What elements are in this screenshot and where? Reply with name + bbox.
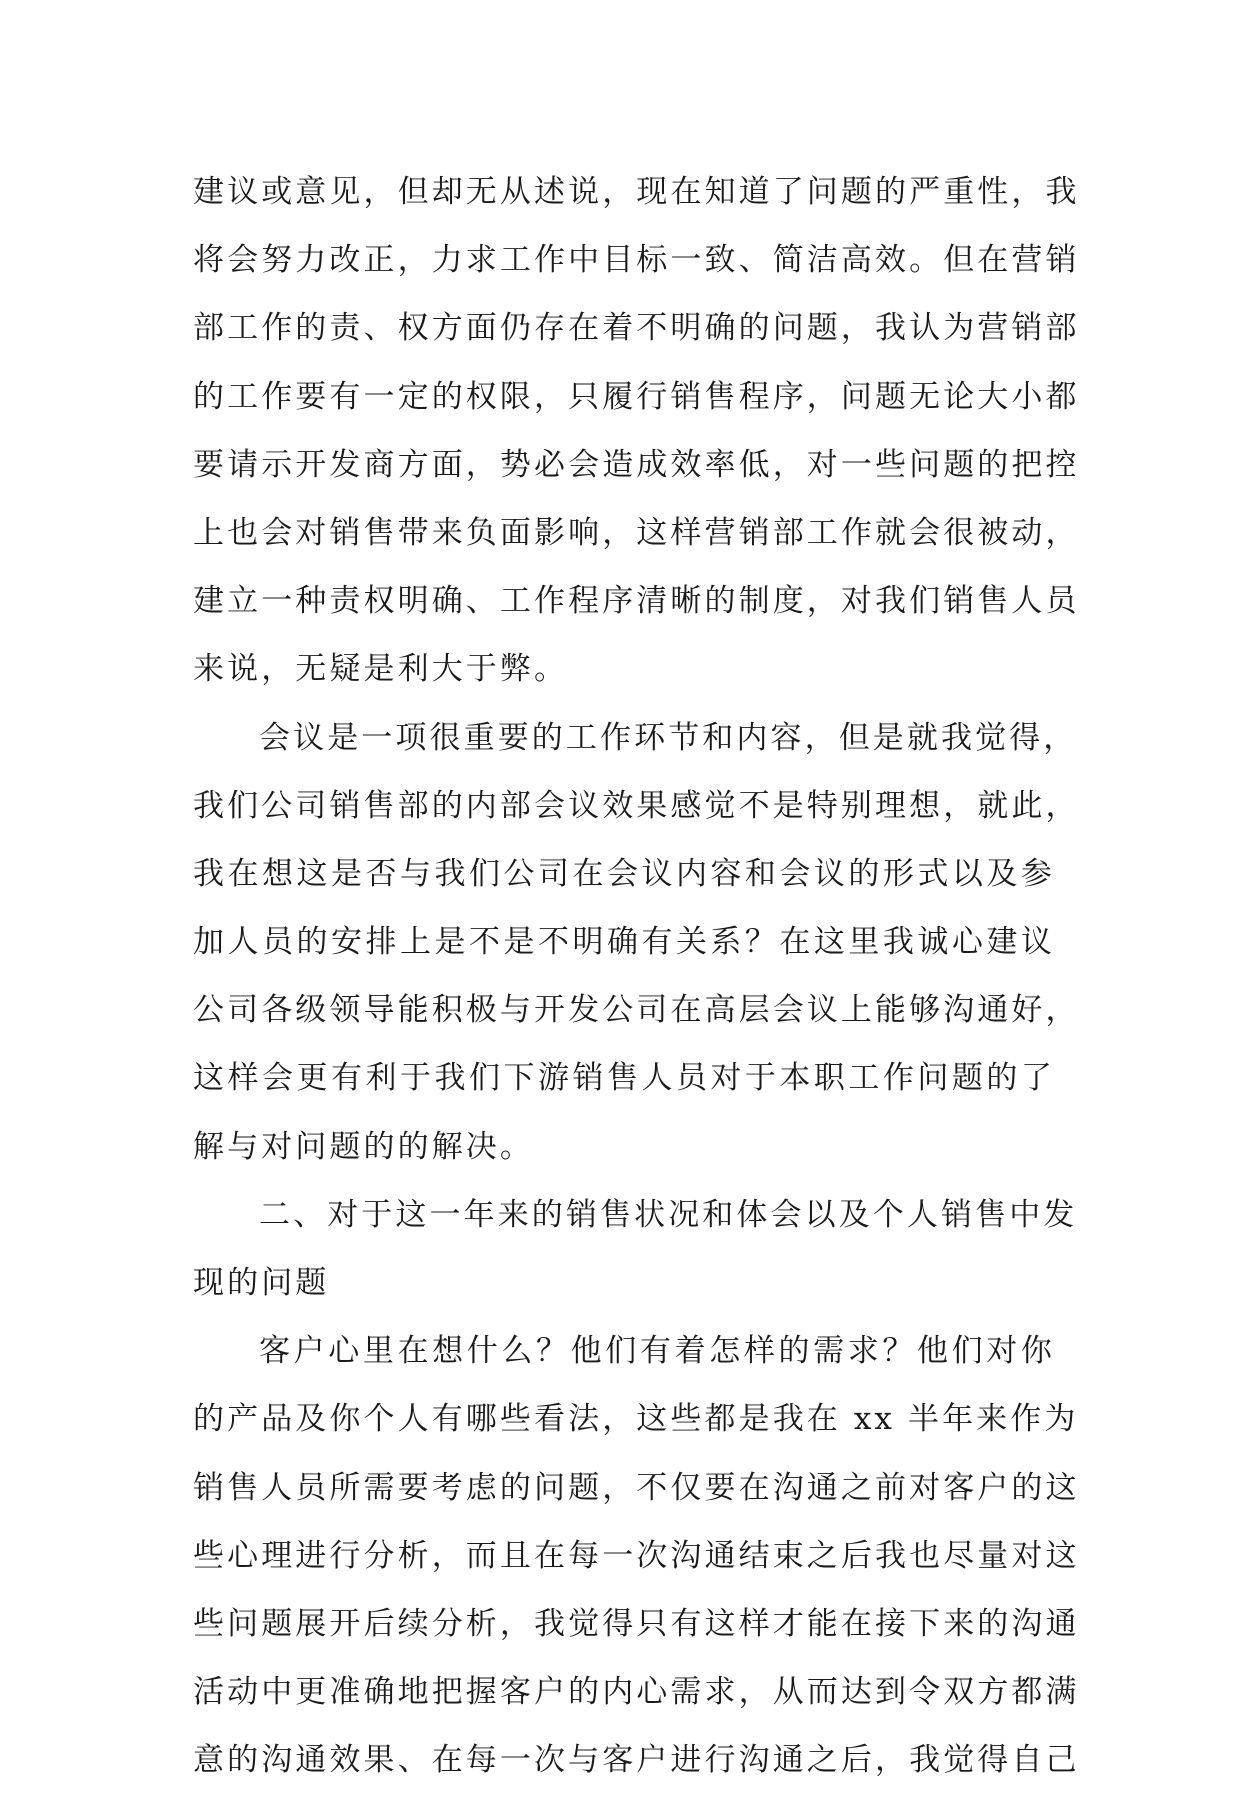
text-line: 我们公司销售部的内部会议效果感觉不是特别理想，就此， [193,787,1080,824]
text-line: 公司各级领导能积极与开发公司在高层会议上能够沟通好， [193,992,1080,1029]
text-line: 建立一种责权明确、工作程序清晰的制度，对我们销售人员 [193,583,1080,620]
text-line: 客户心里在想什么？他们有着怎样的需求？他们对你 [259,1333,1055,1370]
text-line: 这样会更有利于我们下游销售人员对于本职工作问题的了 [193,1060,1055,1097]
text-line: 些心理进行分析，而且在每一次沟通结束之后我也尽量对这 [193,1537,1080,1574]
body-text [193,158,1080,1795]
text-line: 销售人员所需要考虑的问题，不仅要在沟通之前对客户的这 [193,1469,1080,1506]
text-line: 建议或意见，但却无从述说，现在知道了问题的严重性，我 [193,174,1080,210]
text-line: 会议是一项很重要的工作环节和内容，但是就我觉得， [259,719,1078,756]
text-line: 的产品及你个人有哪些看法，这些都是我在 xx 半年来作为 [193,1401,1079,1438]
text-line: 要请示开发商方面，势必会造成效率低，对一些问题的把控 [193,446,1080,483]
text-line: 二、对于这一年来的销售状况和体会以及个人销售中发 [259,1196,1078,1233]
text-line: 将会努力改正，力求工作中目标一致、简洁高效。但在营销 [193,242,1080,279]
text-line: 加人员的安排上是不是不明确有关系？在这里我诚心建议 [193,924,1055,961]
text-line: 来说，无疑是利大于弊。 [193,651,569,688]
text-line: 上也会对销售带来负面影响，这样营销部工作就会很被动， [193,514,1080,551]
text-line: 部工作的责、权方面仍存在着不明确的问题，我认为营销部 [193,310,1080,347]
text-line: 我在想这是否与我们公司在会议内容和会议的形式以及参 [193,855,1055,892]
text-line: 的工作要有一定的权限，只履行销售程序，问题无论大小都 [193,378,1080,415]
text-line: 现的问题 [193,1265,330,1301]
text-line: 解与对问题的的解决。 [193,1128,534,1165]
text-line: 些问题展开后续分析，我觉得只有这样才能在接下来的沟通 [193,1605,1080,1642]
text-line: 意的沟通效果、在每一次与客户进行沟通之后，我觉得自己 [193,1742,1080,1779]
text-line: 活动中更准确地把握客户的内心需求，从而达到令双方都满 [193,1674,1080,1711]
